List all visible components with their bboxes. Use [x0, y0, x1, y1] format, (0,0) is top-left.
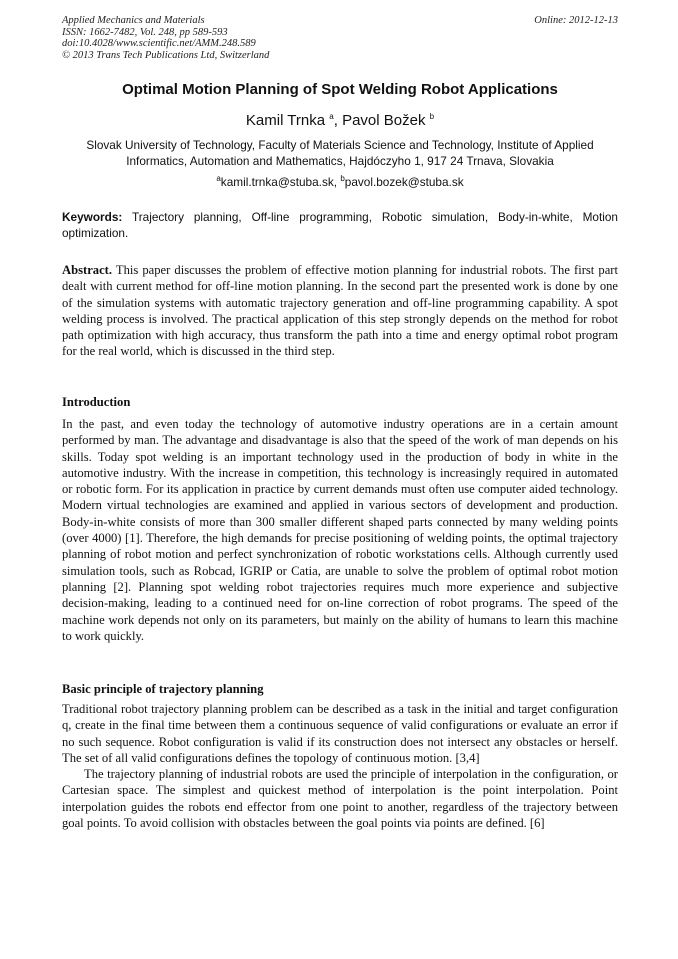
- copyright-line: © 2013 Trans Tech Publications Ltd, Switzerland: [62, 49, 270, 61]
- email-superscript: a: [216, 174, 221, 184]
- keywords-label: Keywords:: [62, 210, 123, 224]
- email-link[interactable]: kamil.trnka@stuba.sk: [220, 175, 334, 189]
- author-emails: [62, 175, 618, 189]
- paragraph: In the past, and even today the technology of automotive industry operations are in a certain amount performed by man. The advantage and disadvantage is also that the speed of the work of man depends on his skills. Today spot welding is an important technology used in the production of body in white in the automotive industry. With the increase in competition, this technology is increasingly required in automated or robotic form. For its application in practice by current demands must often use computer aided technology. Modern virtual technologies are examined and applied in various sectors of development and production. Body-in-white consists of more than 300 smaller different shaped parts connected by many welding points (over 4000) [1]. Therefore, the high demands for precise positioning of welding points, the optimal trajectory planning of robot motion and perfect synchronization of robotic workstations cells. Although currently used simulation tools, such as Robcad, IGRIP or Catia, are unable to solve the problem of optimal robot motion planning [2]. Planning spot welding robot trajectories requires much more experience and subjective decision-making, leading to a continued need for on-line correction of robot programs. The speed of the machine work depends not only on its parameters, but mainly on the ability of humans to learn this machine to work quickly.: [62, 417, 618, 643]
- email-superscript: b: [340, 174, 345, 184]
- online-date: Online: 2012-12-13: [534, 15, 618, 26]
- running-header: [62, 15, 618, 61]
- author-list: [62, 112, 618, 130]
- abstract-text: This paper discusses the problem of effective motion planning for industrial robots. The first part dealt with current method for off-line motion planning. In the second part the presented work is done by one of the simulation systems with automatic trajectory generation and off-line programming capability. A spot welding process is involved. The practical application of this step strongly depends on the method for robot path optimization with high accuracy, thus transform the path into a time and energy optimal robot program for the real world, which is discussed in the third step.: [62, 263, 618, 359]
- author-name: Pavol Božek: [342, 112, 426, 129]
- keywords: [62, 210, 618, 241]
- doi-line: doi:10.4028/www.scientific.net/AMM.248.589: [62, 38, 256, 49]
- author-name: Kamil Trnka: [245, 112, 326, 129]
- section-heading-basic-principle: Basic principle of trajectory planning: [62, 682, 264, 696]
- basic-principle-text: [62, 701, 618, 831]
- paragraph: The trajectory planning of industrial robots are used the principle of interpolation in the configuration, or Cartesian space. The simplest and quickest method of interpolation is the point interpolation. Point interpolation guides the robots end effector from one point to another, regardless of the trajectory between goal points. To avoid collision with obstacles between the goal points via points are defined. [6]: [62, 767, 618, 831]
- author-superscript: b: [429, 112, 435, 121]
- paragraph: Traditional robot trajectory planning problem can be described as a task in the initial and target configuration q, create in the final time between them a continuous sequence of valid configurations or evaluate an error if no such sequence. Robot configuration is valid if its construction does not intersect any obstacles or herself. The set of all valid configurations defines the topology of continuous motion. [3,4]: [62, 702, 618, 765]
- issn-line: ISSN: 1662-7482, Vol. 248, pp 589-593: [62, 26, 228, 38]
- abstract-label: Abstract.: [62, 263, 113, 277]
- author-superscript: a: [329, 112, 334, 121]
- email-separator: ,: [333, 175, 341, 189]
- author-separator: ,: [333, 112, 343, 129]
- abstract: [62, 262, 618, 360]
- paper-title: Optimal Motion Planning of Spot Welding Robot Applications: [122, 81, 558, 98]
- keywords-text: Trajectory planning, Off-line programming, Robotic simulation, Body-in-white, Motion optimization.: [62, 210, 618, 240]
- journal-name: Applied Mechanics and Materials: [62, 15, 205, 26]
- email-link[interactable]: pavol.bozek@stuba.sk: [344, 175, 464, 189]
- affiliation: Slovak University of Technology, Faculty of Materials Science and Technology, Institute of Applied Informatics, Automation and Mathematics, Hajdóczyho 1, 917 24 Trnava, Slovakia: [86, 138, 594, 168]
- introduction-text: [62, 416, 618, 644]
- section-heading-introduction: Introduction: [62, 395, 131, 409]
